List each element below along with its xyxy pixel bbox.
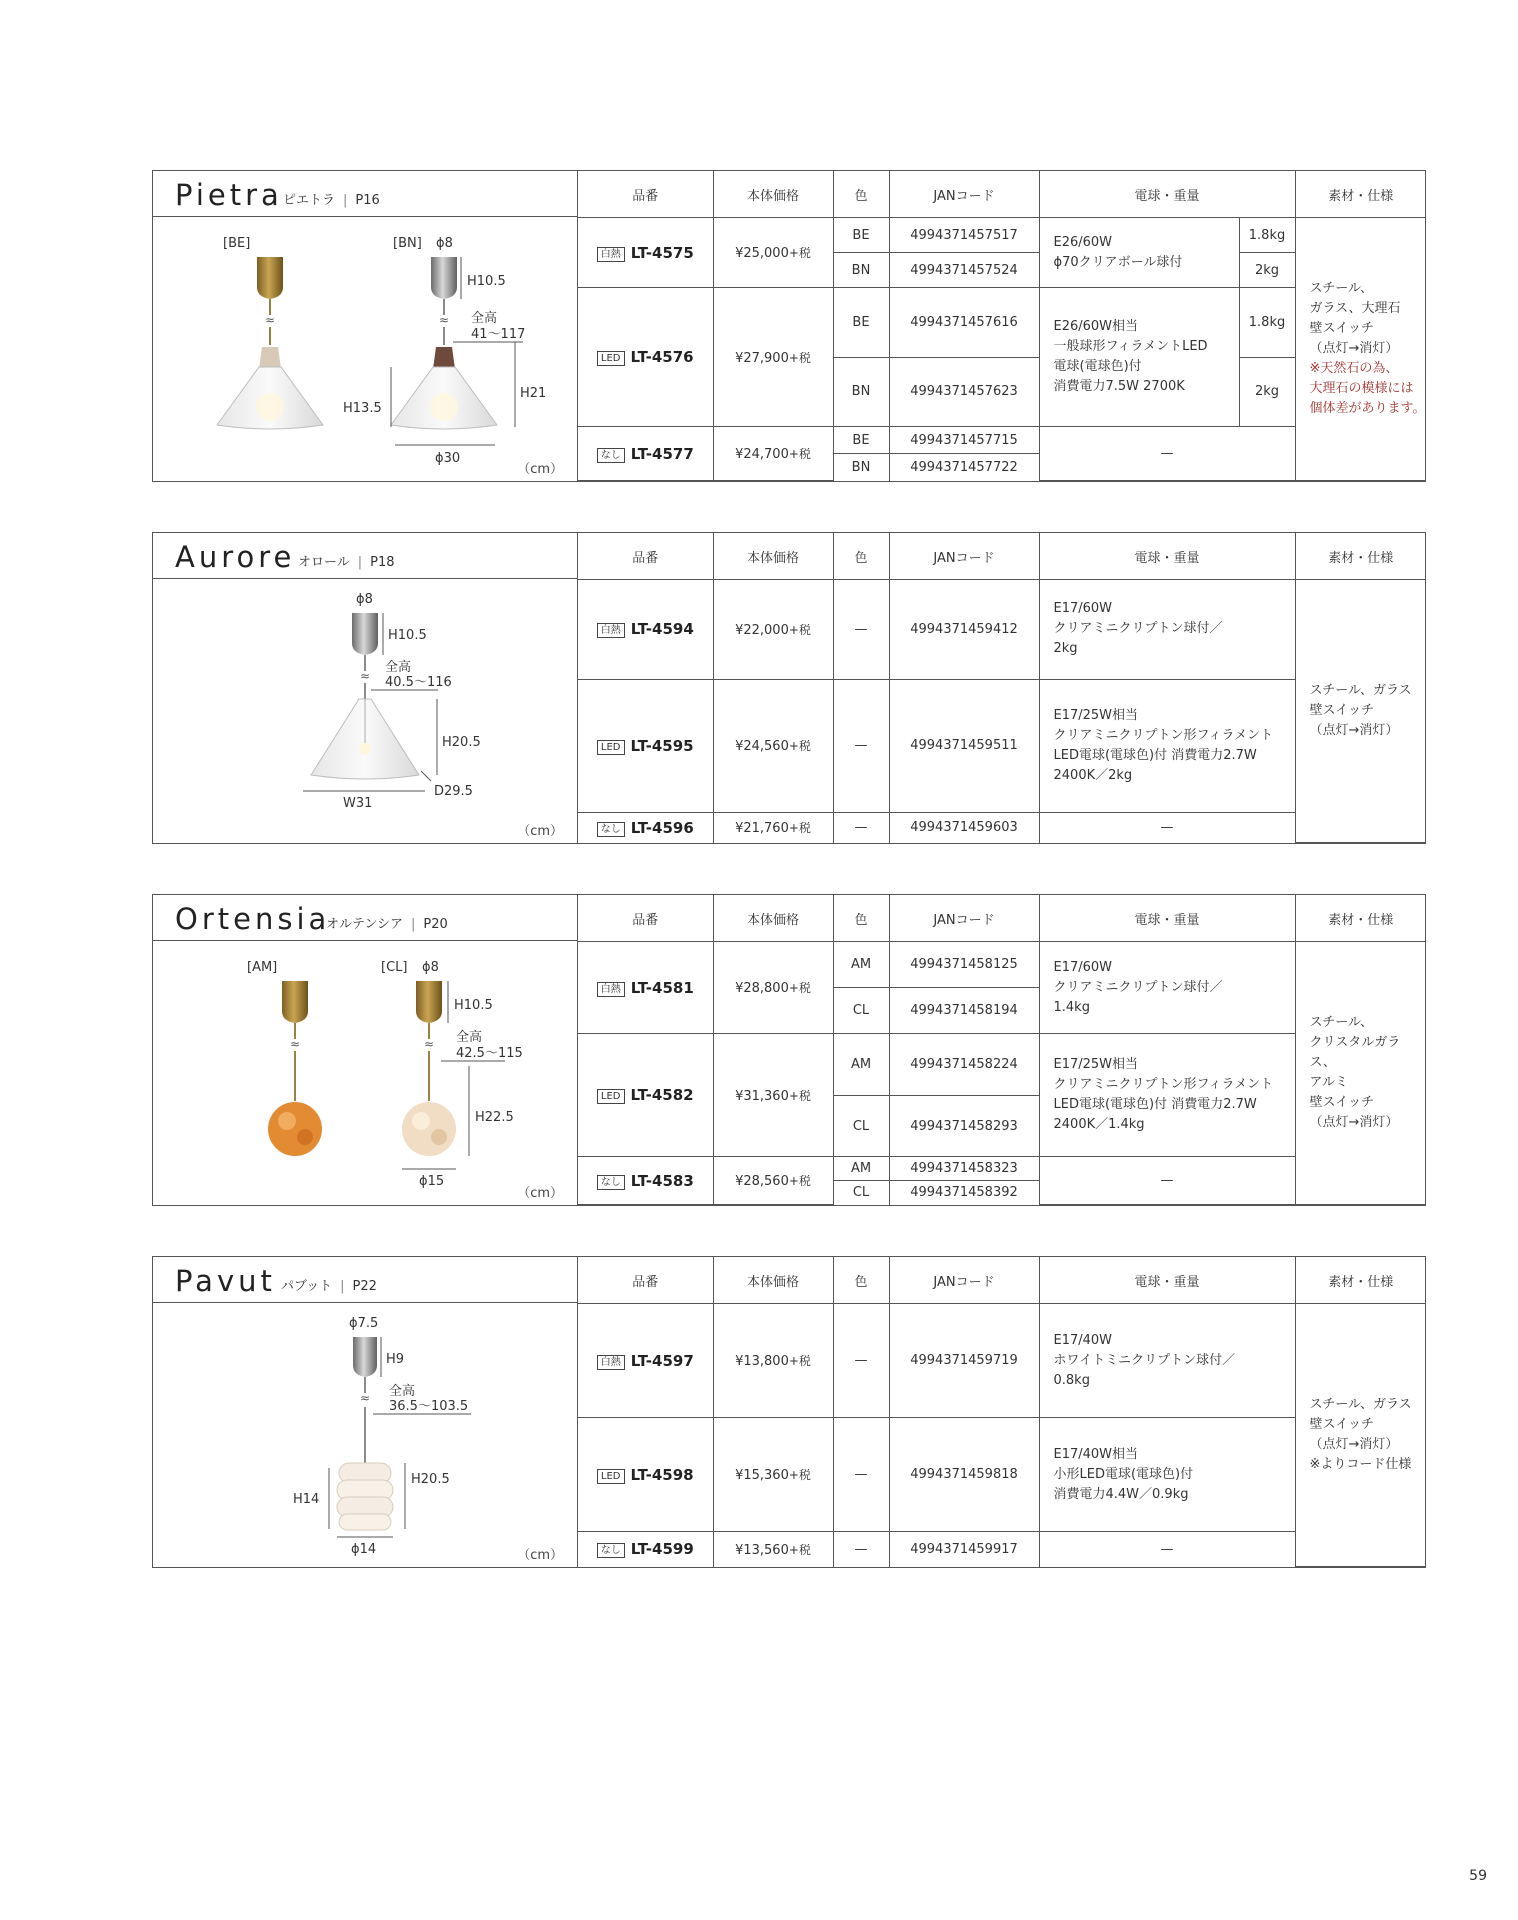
bulb-cell: E17/25W相当 クリアミニクリプトン形フィラメント LED電球(電球色)付 消費電力2.7W 2400K／2kg <box>1039 679 1295 812</box>
tax-label: +税 <box>788 1542 811 1557</box>
bulb-type-tag: LED <box>597 1469 625 1484</box>
canopy-icon <box>257 257 283 299</box>
bulb-type-tag: なし <box>597 822 625 837</box>
header-color: 色 <box>833 171 889 218</box>
tax-label: +税 <box>788 1088 811 1103</box>
bulb-type-tag: LED <box>597 1089 625 1104</box>
dim-canopy-diameter: ϕ8 <box>422 960 439 975</box>
header-jan: JANコード <box>889 895 1039 942</box>
header-bulb: 電球・重量 <box>1039 533 1295 580</box>
product-code: LT-4596 <box>630 818 694 837</box>
material-cell: スチール、ガラス 壁スイッチ （点灯→消灯） ※よりコード仕様 <box>1295 1304 1426 1567</box>
dim-canopy-height: H9 <box>386 1352 405 1367</box>
product-subtitle <box>281 1275 377 1294</box>
tax-label: +税 <box>788 350 811 365</box>
unit-label: （cm） <box>517 1186 563 1201</box>
jan-cell: 4994371458125 <box>889 942 1039 988</box>
variant-label-be: [BE] <box>223 236 251 251</box>
bulb-cell: E17/25W相当 クリアミニクリプトン形フィラメント LED電球(電球色)付 消費電力2.7W 2400K／1.4kg <box>1039 1034 1295 1157</box>
canopy-icon <box>353 1337 377 1377</box>
product-code: LT-4594 <box>630 620 694 639</box>
header-price: 本体価格 <box>713 533 833 580</box>
crystal-globe-icon <box>268 1102 322 1156</box>
header-material: 素材・仕様 <box>1295 1257 1426 1304</box>
tax-label: +税 <box>788 1174 811 1189</box>
bulb-type-tag: なし <box>597 448 625 463</box>
header-row <box>578 171 1426 218</box>
header-material: 素材・仕様 <box>1295 895 1426 942</box>
tax-label: +税 <box>788 1468 811 1483</box>
jan-cell: 4994371458224 <box>889 1034 1039 1095</box>
tax-label: +税 <box>788 447 811 461</box>
bulb-cell: E26/60W相当 一般球形フィラメントLED 電球(電球色)付 消費電力7.5W 2700K <box>1039 288 1239 427</box>
color-cell: CL <box>833 1181 889 1205</box>
jan-cell: 4994371459719 <box>889 1304 1039 1418</box>
table-row <box>578 218 1426 253</box>
color-cell: — <box>833 1418 889 1532</box>
dim-shade-diameter: ϕ30 <box>435 451 461 466</box>
separator: | <box>357 555 363 570</box>
dim-canopy-height: H10.5 <box>454 998 493 1013</box>
product-code: LT-4582 <box>630 1086 694 1105</box>
price-cell <box>713 679 833 812</box>
product-name: Pavut <box>175 1264 276 1298</box>
crystal-globe-icon <box>402 1102 456 1156</box>
price-cell <box>713 1157 833 1205</box>
product-code-cell <box>578 288 713 427</box>
product-code-cell <box>578 1304 713 1418</box>
header-jan: JANコード <box>889 1257 1039 1304</box>
product-block-ortensia <box>152 894 1426 1206</box>
separator: | <box>340 1279 345 1294</box>
unit-label: （cm） <box>517 462 563 477</box>
material-text: スチール、 ガラス、大理石 壁スイッチ （点灯→消灯） <box>1309 281 1401 356</box>
price: ¥27,900 <box>735 350 789 366</box>
table-row <box>578 580 1426 680</box>
header-bulb: 電球・重量 <box>1039 895 1295 942</box>
bulb-type-tag: LED <box>597 740 625 755</box>
product-page-ref: P18 <box>370 555 395 570</box>
product-block-aurore <box>152 532 1426 844</box>
product-code-cell <box>578 218 713 288</box>
jan-cell: 4994371458323 <box>889 1157 1039 1181</box>
header-jan: JANコード <box>889 533 1039 580</box>
bulb-type-tag: 白熱 <box>597 1355 625 1370</box>
price-cell <box>713 1418 833 1532</box>
product-code: LT-4595 <box>630 736 694 755</box>
bulb-cell: E17/60W クリアミニクリプトン球付／ 1.4kg <box>1039 942 1295 1034</box>
color-cell: AM <box>833 1157 889 1181</box>
tax-label: +税 <box>788 622 811 637</box>
product-code-cell <box>578 942 713 1034</box>
dim-total-label: 全高 <box>389 1384 416 1399</box>
product-code-cell <box>578 679 713 812</box>
jan-cell: 4994371458392 <box>889 1181 1039 1205</box>
color-cell: BE <box>833 218 889 253</box>
tax-label: +税 <box>788 821 811 836</box>
product-code: LT-4598 <box>630 1465 694 1484</box>
dim-globe-height: H22.5 <box>475 1110 514 1125</box>
dim-total-range: 40.5～116 <box>385 675 452 690</box>
price: ¥25,000 <box>735 246 789 262</box>
svg-text:≈: ≈ <box>439 313 450 327</box>
header-material: 素材・仕様 <box>1295 171 1426 218</box>
tax-label: +税 <box>788 246 811 261</box>
dim-total-range: 42.5～115 <box>456 1046 523 1061</box>
spec-table <box>578 171 1426 481</box>
product-code: LT-4575 <box>630 243 694 262</box>
unit-label: （cm） <box>517 824 563 839</box>
illustration-panel <box>153 1257 578 1567</box>
title-bar <box>153 171 577 217</box>
separator: | <box>411 917 416 932</box>
weight-cell: 1.8kg <box>1239 288 1295 357</box>
color-cell: CL <box>833 988 889 1034</box>
jan-cell: 4994371459511 <box>889 679 1039 812</box>
color-cell: BE <box>833 427 889 454</box>
price: ¥24,560 <box>735 739 789 755</box>
price-cell <box>713 1532 833 1567</box>
title-bar <box>153 533 577 579</box>
material-cell: スチール、ガラス 壁スイッチ （点灯→消灯） <box>1295 580 1426 843</box>
product-code-cell <box>578 580 713 680</box>
bulb-cell: E17/60W クリアミニクリプトン球付／ 2kg <box>1039 580 1295 680</box>
dim-shade-height: H21 <box>520 386 547 401</box>
header-code: 品番 <box>578 1257 713 1304</box>
header-price: 本体価格 <box>713 171 833 218</box>
canopy-icon <box>352 613 378 655</box>
price-cell <box>713 1304 833 1418</box>
price-cell <box>713 288 833 427</box>
dim-shade-width: W31 <box>343 796 373 811</box>
material-cell: スチール、 クリスタルガラス、 アルミ 壁スイッチ （点灯→消灯） <box>1295 942 1426 1205</box>
color-cell: — <box>833 812 889 842</box>
tax-label: +税 <box>788 1354 811 1369</box>
jan-cell: 4994371457524 <box>889 253 1039 288</box>
pendant-diagram <box>153 1303 578 1565</box>
product-code-cell <box>578 812 713 842</box>
header-code: 品番 <box>578 533 713 580</box>
svg-text:≈: ≈ <box>290 1037 301 1051</box>
price: ¥22,000 <box>735 622 789 638</box>
color-cell: BN <box>833 357 889 426</box>
canopy-icon <box>416 981 442 1023</box>
table-row <box>578 942 1426 988</box>
bulb-type-tag: 白熱 <box>597 247 625 262</box>
bulb-cell: — <box>1039 1157 1295 1205</box>
separator: | <box>343 193 348 208</box>
spec-table <box>578 533 1426 843</box>
price: ¥15,360 <box>735 1468 789 1484</box>
product-code: LT-4583 <box>630 1171 694 1190</box>
dim-shade-height: H20.5 <box>442 735 481 750</box>
header-price: 本体価格 <box>713 1257 833 1304</box>
product-code: LT-4581 <box>630 978 694 997</box>
bulb-cell: E17/40W相当 小形LED電球(電球色)付 消費電力4.4W／0.9kg <box>1039 1418 1295 1532</box>
bulb-type-tag: LED <box>597 351 625 366</box>
product-code: LT-4599 <box>630 1540 694 1559</box>
svg-text:≈: ≈ <box>265 313 276 327</box>
price: ¥28,800 <box>735 981 789 997</box>
price: ¥13,560 <box>735 1542 789 1558</box>
dim-total-range: 36.5～103.5 <box>389 1399 469 1414</box>
product-kana: パブット <box>281 1279 333 1294</box>
illustration-panel <box>153 533 578 843</box>
color-cell: — <box>833 1304 889 1418</box>
dim-canopy-diameter: ϕ8 <box>356 592 373 607</box>
dim-globe-diameter: ϕ15 <box>419 1174 445 1189</box>
weight-cell: 1.8kg <box>1239 218 1295 253</box>
dim-total-label: 全高 <box>456 1030 483 1045</box>
product-code: LT-4576 <box>630 348 694 367</box>
product-block-pavut <box>152 1256 1426 1568</box>
jan-cell: 4994371457623 <box>889 357 1039 426</box>
header-code: 品番 <box>578 895 713 942</box>
variant-label-am: [AM] <box>247 960 278 975</box>
spec-table <box>578 895 1426 1205</box>
spec-table <box>578 1257 1426 1567</box>
dim-canopy-diameter: ϕ7.5 <box>349 1316 379 1331</box>
bulb-cell: — <box>1039 812 1295 842</box>
weight-cell: 2kg <box>1239 357 1295 426</box>
header-row <box>578 533 1426 580</box>
header-bulb: 電球・重量 <box>1039 1257 1295 1304</box>
bulb-type-tag: なし <box>597 1543 625 1558</box>
dim-glass-height: H14 <box>293 1492 320 1507</box>
product-subtitle <box>283 189 380 208</box>
svg-text:≈: ≈ <box>424 1037 435 1051</box>
price-cell <box>713 580 833 680</box>
color-cell: AM <box>833 942 889 988</box>
header-material: 素材・仕様 <box>1295 533 1426 580</box>
header-price: 本体価格 <box>713 895 833 942</box>
marble-holder-icon <box>433 347 455 369</box>
jan-cell: 4994371459603 <box>889 812 1039 842</box>
jan-cell: 4994371457517 <box>889 218 1039 253</box>
color-cell: AM <box>833 1034 889 1095</box>
tax-label: +税 <box>788 981 811 996</box>
pendant-diagram <box>153 217 578 479</box>
header-jan: JANコード <box>889 171 1039 218</box>
price-cell <box>713 1034 833 1157</box>
dim-shade-height-be: H13.5 <box>343 401 382 416</box>
dim-total-label: 全高 <box>471 311 498 326</box>
canopy-icon <box>431 257 457 299</box>
bulb-cell: — <box>1039 427 1295 481</box>
bulb-type-tag: 白熱 <box>597 623 625 638</box>
bulb-type-tag: 白熱 <box>597 982 625 997</box>
illustration-panel <box>153 895 578 1205</box>
price-cell <box>713 218 833 288</box>
color-cell: BN <box>833 454 889 481</box>
pendant-diagram <box>153 579 578 841</box>
product-kana: ピエトラ <box>283 193 336 208</box>
jan-cell: 4994371459412 <box>889 580 1039 680</box>
color-cell: BE <box>833 288 889 357</box>
color-cell: CL <box>833 1095 889 1156</box>
color-cell: — <box>833 1532 889 1567</box>
tax-label: +税 <box>788 739 811 754</box>
canopy-icon <box>282 981 308 1023</box>
tiered-glass-shade-icon <box>337 1463 393 1530</box>
color-cell: — <box>833 679 889 812</box>
jan-cell: 4994371457616 <box>889 288 1039 357</box>
jan-cell: 4994371459818 <box>889 1418 1039 1532</box>
header-bulb: 電球・重量 <box>1039 171 1295 218</box>
price: ¥31,360 <box>735 1088 789 1104</box>
price-cell <box>713 942 833 1034</box>
illustration-panel <box>153 171 578 481</box>
dim-shade-depth: D29.5 <box>434 784 473 799</box>
color-cell: BN <box>833 253 889 288</box>
jan-cell: 4994371458293 <box>889 1095 1039 1156</box>
product-subtitle <box>298 551 395 570</box>
title-bar <box>153 1257 577 1303</box>
weight-cell: 2kg <box>1239 253 1295 288</box>
pendant-diagram <box>153 941 578 1203</box>
material-cell <box>1295 218 1426 481</box>
header-row <box>578 1257 1426 1304</box>
price: ¥21,760 <box>735 821 789 837</box>
marble-holder-icon <box>259 347 281 369</box>
header-color: 色 <box>833 1257 889 1304</box>
dim-total-label: 全高 <box>385 660 412 675</box>
product-code: LT-4577 <box>630 444 694 463</box>
product-code-cell <box>578 1157 713 1205</box>
header-code: 品番 <box>578 171 713 218</box>
bulb-type-tag: なし <box>597 1175 625 1190</box>
product-code-cell <box>578 1034 713 1157</box>
product-kana: オロール <box>298 555 350 570</box>
price: ¥24,700 <box>735 447 789 462</box>
product-name: Pietra <box>175 178 283 212</box>
header-color: 色 <box>833 895 889 942</box>
bulb-cell: E26/60W ϕ70クリアボール球付 <box>1039 218 1239 288</box>
product-name: Ortensia <box>175 902 331 936</box>
header-row <box>578 895 1426 942</box>
price: ¥28,560 <box>735 1174 789 1190</box>
product-code: LT-4597 <box>630 1351 694 1370</box>
variant-label-bn: [BN] <box>393 236 422 251</box>
price-cell <box>713 812 833 842</box>
product-page-ref: P22 <box>352 1279 377 1294</box>
product-name: Aurore <box>175 540 296 574</box>
svg-text:≈: ≈ <box>360 669 371 683</box>
bulb-cell: E17/40W ホワイトミニクリプトン球付／ 0.8kg <box>1039 1304 1295 1418</box>
price: ¥13,800 <box>735 1354 789 1370</box>
dim-shade-height: H20.5 <box>411 1472 450 1487</box>
material-note: ※天然石の為、 大理石の模様には 個体差があります。 <box>1309 361 1426 416</box>
product-subtitle <box>326 913 448 932</box>
dim-canopy-diameter: ϕ8 <box>436 236 453 251</box>
header-color: 色 <box>833 533 889 580</box>
jan-cell: 4994371457715 <box>889 427 1039 454</box>
variant-label-cl: [CL] <box>381 960 408 975</box>
bulb-cell: — <box>1039 1532 1295 1567</box>
jan-cell: 4994371459917 <box>889 1532 1039 1567</box>
dim-canopy-height: H10.5 <box>467 274 506 289</box>
product-code-cell <box>578 427 713 481</box>
page-number: 59 <box>1469 1868 1487 1884</box>
product-code-cell <box>578 1532 713 1567</box>
unit-label: （cm） <box>517 1548 563 1563</box>
jan-cell: 4994371458194 <box>889 988 1039 1034</box>
color-cell: — <box>833 580 889 680</box>
jan-cell: 4994371457722 <box>889 454 1039 481</box>
table-row <box>578 1304 1426 1418</box>
price-cell <box>713 427 833 481</box>
dim-total-range: 41～117 <box>471 327 526 342</box>
dim-shade-diameter: ϕ14 <box>351 1542 377 1557</box>
dim-canopy-height: H10.5 <box>388 628 427 643</box>
product-page-ref: P16 <box>355 193 380 208</box>
svg-text:≈: ≈ <box>360 1391 371 1405</box>
product-block-pietra <box>152 170 1426 482</box>
product-code-cell <box>578 1418 713 1532</box>
product-page-ref: P20 <box>423 917 448 932</box>
title-bar <box>153 895 577 941</box>
product-kana: オルテンシア <box>326 917 404 932</box>
